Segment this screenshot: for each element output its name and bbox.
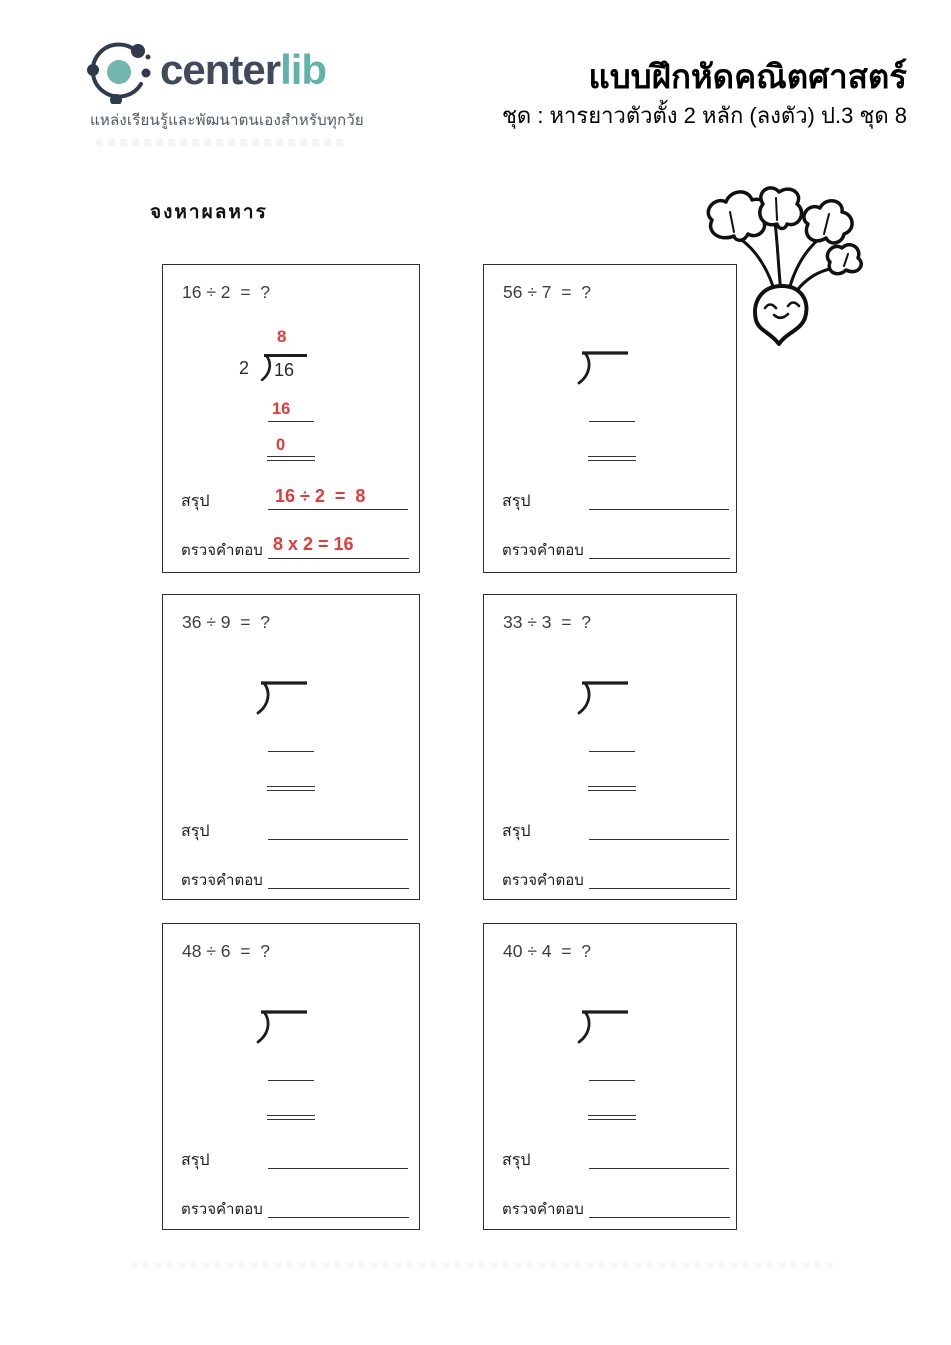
problem-box-3: [162, 594, 420, 900]
summary-answer-value: 16 ÷ 2 = 8: [275, 486, 366, 506]
summary-label: สรุป: [181, 823, 210, 840]
problem-box-4: [483, 594, 737, 900]
check-answer-label: ตรวจคำตอบ: [181, 872, 263, 889]
page-title: แบบฝึกหัดคณิตศาสตร์: [588, 58, 907, 95]
final-answer-double-line: [588, 786, 636, 791]
summary-answer-line: [268, 839, 408, 840]
check-answer-label: ตรวจคำตอบ: [181, 542, 263, 559]
summary-label: สรุป: [502, 1152, 531, 1169]
brand-name-primary: center: [160, 46, 281, 93]
summary-label: สรุป: [181, 493, 210, 510]
summary-answer-line: [268, 509, 408, 510]
final-answer-double-line: [588, 456, 636, 461]
problem-question: 16 ÷ 2 = ?: [182, 282, 270, 302]
radish-doodle-icon: [698, 182, 868, 348]
summary-label: สรุป: [502, 823, 531, 840]
summary-label: สรุป: [502, 493, 531, 510]
check-answer-value: 8 x 2 = 16: [273, 534, 354, 554]
check-answer-line: [268, 888, 409, 889]
problem-question: 36 ÷ 9 = ?: [182, 612, 270, 632]
long-division-bracket: [572, 680, 630, 716]
divisor-value: 2: [239, 358, 250, 378]
brand-name-accent: lib: [280, 46, 327, 93]
summary-answer-line: [589, 1168, 729, 1169]
centerlib-logo: [160, 46, 326, 94]
problem-question: 33 ÷ 3 = ?: [503, 612, 591, 632]
long-division-bracket: [572, 350, 630, 386]
problem-question: 56 ÷ 7 = ?: [503, 282, 591, 302]
final-answer-double-line: [588, 1115, 636, 1120]
instruction-text: จงหาผลหาร: [150, 202, 268, 223]
work-line: [589, 421, 635, 422]
check-answer-line: [268, 558, 409, 559]
work-line: [589, 751, 635, 752]
check-answer-line: [589, 1217, 730, 1218]
faint-text-artifact: [96, 139, 346, 146]
work-line: [268, 1080, 314, 1081]
long-division-bracket: [251, 680, 309, 716]
long-division-bracket: [251, 1009, 309, 1045]
page-subtitle: ชุด : หารยาวตัวตั้ง 2 หลัก (ลงตัว) ป.3 ชุด 8: [502, 103, 907, 129]
quotient-value: 8: [277, 327, 287, 346]
problem-box-1: [162, 264, 420, 573]
summary-answer-line: [589, 509, 729, 510]
check-answer-line: [589, 558, 730, 559]
final-answer-double-line: [267, 456, 315, 461]
work-remainder-value: 0: [276, 436, 286, 454]
check-answer-label: ตรวจคำตอบ: [502, 1201, 584, 1218]
work-subtract-value: 16: [272, 400, 291, 418]
summary-answer-line: [268, 1168, 408, 1169]
problem-question: 48 ÷ 6 = ?: [182, 941, 270, 961]
problem-box-5: [162, 923, 420, 1230]
check-answer-line: [268, 1217, 409, 1218]
work-line: [589, 1080, 635, 1081]
problem-box-6: [483, 923, 737, 1230]
header-titles: [502, 56, 907, 133]
dividend-value: 16: [274, 360, 295, 380]
final-answer-double-line: [267, 1115, 315, 1120]
problem-question: 40 ÷ 4 = ?: [503, 941, 591, 961]
long-division-bracket: [572, 1009, 630, 1045]
work-line: [268, 751, 314, 752]
brand-tagline: แหล่งเรียนรู้และพัฒนาตนเองสำหรับทุกวัย: [90, 112, 364, 129]
check-answer-line: [589, 888, 730, 889]
faint-footer-artifact: [130, 1262, 835, 1268]
centerlib-logo-icon: [86, 40, 156, 104]
summary-answer-line: [589, 839, 729, 840]
check-answer-label: ตรวจคำตอบ: [502, 542, 584, 559]
check-answer-label: ตรวจคำตอบ: [181, 1201, 263, 1218]
check-answer-label: ตรวจคำตอบ: [502, 872, 584, 889]
final-answer-double-line: [267, 786, 315, 791]
summary-label: สรุป: [181, 1152, 210, 1169]
work-line: [268, 421, 314, 422]
